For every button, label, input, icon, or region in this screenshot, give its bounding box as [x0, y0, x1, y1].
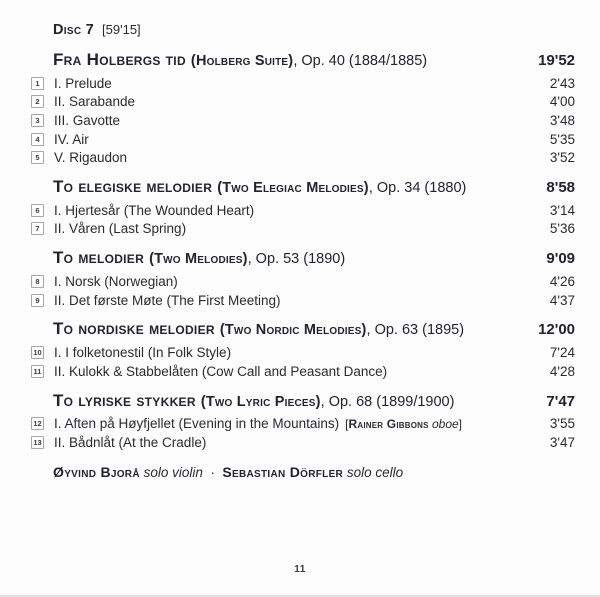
- track-title: I. Norsk (Norwegian): [54, 273, 178, 289]
- work-opus: , Op. 53 (1890): [247, 251, 346, 268]
- work-section: [31, 177, 575, 238]
- work-section: [31, 248, 575, 309]
- track-title: II. Sarabande: [54, 94, 136, 110]
- track-row: [31, 343, 575, 362]
- work-heading-text: [31, 248, 546, 268]
- track-title: I. I folketonestil (In Folk Style): [54, 345, 232, 361]
- track-duration: 5'35: [549, 131, 575, 147]
- track-row: [31, 74, 575, 93]
- disc-heading: [31, 22, 575, 40]
- work-duration: 8'58: [546, 178, 575, 196]
- disc-total-duration: [59'15]: [102, 22, 141, 37]
- track-row: [31, 272, 575, 291]
- work-heading: [31, 177, 575, 201]
- track-row: [31, 201, 575, 220]
- work-subtitle: (Two Melodies): [149, 251, 248, 268]
- track-duration: 5'36: [549, 221, 575, 237]
- work-title: To melodier: [53, 248, 145, 268]
- work-heading-text: [31, 391, 546, 411]
- work-heading: [31, 248, 575, 272]
- track-title: I. Aften på Høyfjellet (Evening in the Mountains): [54, 416, 340, 432]
- page-number: 11: [294, 564, 306, 575]
- track-note-instrument: oboe: [428, 416, 459, 431]
- work-opus: , Op. 63 (1895): [366, 322, 465, 339]
- track-row: [31, 291, 575, 310]
- track-number-box: 10: [31, 346, 44, 359]
- work-opus: , Op. 34 (1880): [368, 179, 467, 196]
- track-row: [31, 433, 575, 452]
- track-note-close-bracket: ]: [458, 416, 463, 431]
- track-title: II. Det første Møte (The First Meeting): [54, 292, 281, 308]
- track-title: III. Gavotte: [54, 112, 121, 128]
- track-duration: 3'55: [549, 416, 575, 432]
- work-subtitle: (Two Nordic Melodies): [219, 322, 367, 339]
- track-title: II. Kulokk & Stabbelåten (Cow Call and Peasant Dance): [54, 363, 388, 379]
- track-duration: 4'00: [549, 94, 575, 110]
- track-title: II. Bådnlåt (At the Cradle): [54, 434, 207, 450]
- track-duration: 2'43: [549, 75, 575, 91]
- work-heading: [31, 319, 575, 343]
- track-title: V. Rigaudon: [54, 150, 128, 166]
- track-number-box: 7: [31, 222, 44, 235]
- work-section: [31, 391, 575, 452]
- performer-role: solo violin: [139, 464, 203, 480]
- track-number-box: 8: [31, 275, 44, 288]
- track-note: [345, 417, 462, 431]
- work-heading-text: [31, 319, 538, 339]
- track-duration: 3'47: [549, 434, 575, 450]
- track-row: [31, 362, 575, 381]
- track-list: [31, 50, 575, 452]
- track-duration: 3'52: [549, 150, 575, 166]
- work-opus: , Op. 68 (1899/1900): [320, 393, 455, 410]
- credits-line: [31, 464, 575, 484]
- work-duration: 9'09: [546, 250, 575, 268]
- work-section: [31, 50, 575, 167]
- work-title: To lyriske stykker: [53, 390, 196, 410]
- work-duration: 19'52: [538, 52, 575, 69]
- track-note-performer: Rainer Gibbons: [348, 416, 429, 431]
- track-row: [31, 220, 575, 239]
- work-heading-text: [31, 177, 546, 197]
- track-number-box: 13: [31, 436, 44, 449]
- track-duration: 4'26: [549, 273, 575, 289]
- track-duration: 3'48: [549, 112, 575, 128]
- work-duration: 7'47: [546, 392, 575, 410]
- work-title: To elegiske melodier: [53, 176, 213, 196]
- track-row: [31, 111, 575, 130]
- performer-name: Sebastian Dörfler: [222, 463, 344, 480]
- content-area: [31, 22, 575, 484]
- track-title: II. Våren (Last Spring): [54, 221, 187, 237]
- track-row: [31, 93, 575, 112]
- work-subtitle: (Two Elegiac Melodies): [217, 179, 369, 196]
- work-subtitle: (Holberg Suite): [190, 53, 294, 69]
- track-number-box: 2: [31, 95, 44, 108]
- work-heading: [31, 50, 575, 74]
- work-duration: 12'00: [538, 321, 575, 339]
- track-row: [31, 415, 575, 434]
- work-section: [31, 319, 575, 380]
- track-duration: 7'24: [549, 345, 575, 361]
- work-heading: [31, 391, 575, 415]
- disc-label: Disc 7: [53, 22, 95, 38]
- track-duration: 4'37: [549, 292, 575, 308]
- work-subtitle: (Two Lyric Pieces): [200, 393, 321, 410]
- track-row: [31, 130, 575, 149]
- performer-role: solo cello: [343, 464, 404, 480]
- track-title: I. Hjertesår (The Wounded Heart): [54, 202, 255, 218]
- track-number-box: 6: [31, 204, 44, 217]
- track-row: [31, 148, 575, 167]
- credits-separator: ·: [202, 464, 223, 480]
- track-title: IV. Air: [54, 131, 89, 147]
- track-number-box: 11: [31, 365, 44, 378]
- work-title: Fra Holbergs tid: [53, 50, 186, 69]
- work-title: To nordiske melodier: [53, 319, 215, 339]
- track-number-box: 1: [31, 77, 44, 90]
- track-number-box: 3: [31, 114, 44, 127]
- track-note-open-bracket: [: [345, 416, 349, 431]
- track-number-box: 9: [31, 294, 44, 307]
- work-heading-text: [31, 50, 538, 70]
- work-opus: , Op. 40 (1884/1885): [293, 53, 428, 69]
- track-number-box: 12: [31, 417, 44, 430]
- track-number-box: 4: [31, 133, 44, 146]
- track-duration: 4'28: [549, 363, 575, 379]
- track-number-box: 5: [31, 151, 44, 164]
- track-title: I. Prelude: [54, 75, 112, 91]
- track-duration: 3'14: [549, 202, 575, 218]
- performer-name: Øyvind Bjorå: [53, 463, 140, 480]
